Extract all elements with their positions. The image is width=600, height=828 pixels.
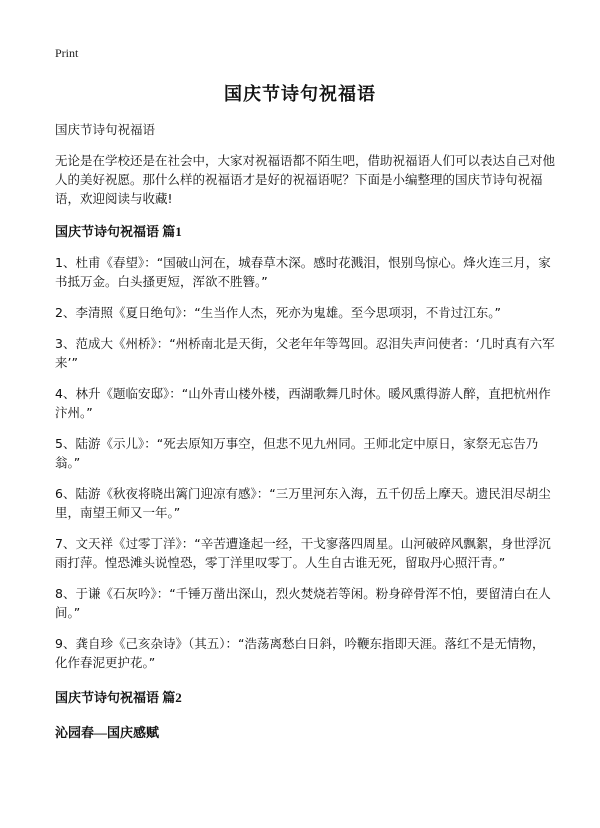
- poem-title: 《己亥杂诗》（其五）：: [112, 636, 238, 651]
- poem-text: “浩荡离愁白日斜，吟鞭东指即天涯。落红不是无情物，化作春泥更护花。”: [55, 636, 545, 670]
- list-item: [55, 584, 555, 622]
- poem-author: 2、李清照: [55, 305, 113, 320]
- list-item: [55, 434, 555, 472]
- list-item: [55, 534, 555, 572]
- list-item: [55, 484, 555, 522]
- poem-text: “死去原知万事空，但悲不见九州同。王师北定中原日，家祭无忘告乃翁。”: [55, 436, 539, 470]
- poem-text: “生当作人杰，死亦为鬼雄。至今思项羽，不肯过江东。”: [194, 305, 501, 320]
- poem-text: “国破山河在，城春草木深。感时花溅泪，恨别鸟惊心。烽火连三月，家书抵万金。白头搔更短，浑欲不胜簪。”: [55, 255, 551, 289]
- poem-title: 《过零丁洋》：: [112, 536, 195, 551]
- poem-title: 《秋夜将晓出篱门迎凉有感》：: [100, 486, 270, 501]
- article-intro: 无论是在学校还是在社会中，大家对祝福语都不陌生吧，借助祝福语人们可以表达自己对他人的美好祝愿。那什么样的祝福语才是好的祝福语呢？下面是小编整理的国庆节诗句祝福语，欢迎阅读与收藏!: [55, 153, 556, 206]
- poem-text: “辛苦遭逢起一经，干戈寥落四周星。山河破碎风飘絮，身世浮沉雨打萍。惶恐滩头说惶恐，零丁洋里叹零丁。人生自古谁无死，留取丹心照汗青。”: [55, 536, 551, 570]
- list-item: [55, 303, 555, 322]
- section-heading-1: 国庆节诗句祝福语 篇1: [55, 224, 182, 239]
- poem-author: 5、陆游: [55, 436, 101, 451]
- list-item: [55, 634, 555, 672]
- article-subtitle: 国庆节诗句祝福语: [55, 122, 156, 137]
- poem-title: 《示儿》：: [100, 436, 157, 451]
- section-subheading: 沁园春—国庆感赋: [55, 725, 160, 740]
- poem-text: “三万里河东入海，五千仞岳上摩天。遗民泪尽胡尘里，南望王师又一年。”: [55, 486, 551, 520]
- poem-author: 9、龚自珍: [55, 636, 113, 651]
- list-item: [55, 384, 555, 422]
- poem-text: “千锤万凿出深山，烈火焚烧若等闲。粉身碎骨浑不怕，要留清白在人间。”: [55, 586, 551, 620]
- poem-title: 《州桥》：: [112, 336, 170, 351]
- print-link[interactable]: Print: [55, 46, 79, 60]
- list-item: [55, 334, 555, 372]
- poem-author: 1、杜甫: [55, 255, 101, 270]
- poem-author: 3、范成大: [55, 336, 113, 351]
- poem-title: 《石灰吟》：: [100, 586, 170, 601]
- list-item: [55, 253, 555, 291]
- poem-list: [55, 253, 555, 672]
- poem-author: 4、林升: [55, 386, 101, 401]
- article-body: [55, 120, 555, 754]
- poem-title: 《春望》：: [100, 255, 157, 270]
- poem-title: 《夏日绝句》：: [112, 305, 195, 320]
- poem-title: 《题临安邸》：: [100, 386, 182, 401]
- poem-text: “州桥南北是天街，父老年年等驾回。忍泪失声问使者：‘几时真有六军来’”: [55, 336, 555, 370]
- poem-author: 8、于谦: [55, 586, 101, 601]
- poem-author: 6、陆游: [55, 486, 101, 501]
- poem-text: “山外青山楼外楼，西湖歌舞几时休。暖风熏得游人醉，直把杭州作汴州。”: [55, 386, 551, 420]
- poem-author: 7、文天祥: [55, 536, 113, 551]
- page-title: 国庆节诗句祝福语: [224, 84, 376, 105]
- section-heading-2: 国庆节诗句祝福语 篇2: [55, 690, 182, 705]
